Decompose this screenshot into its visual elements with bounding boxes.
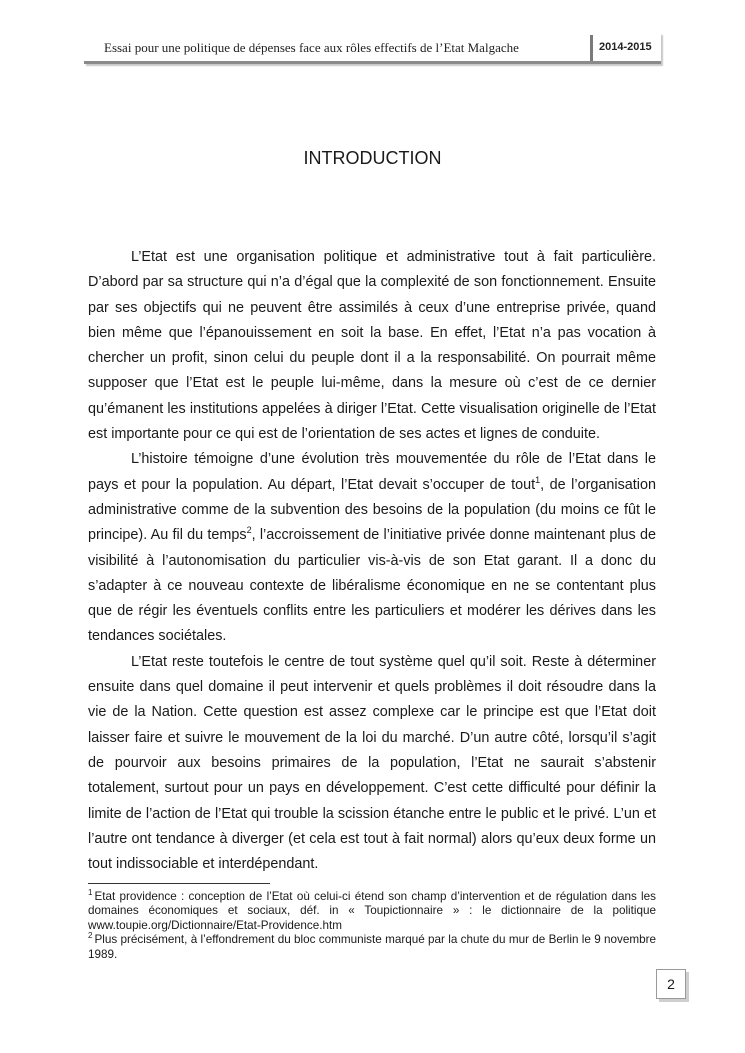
- section-heading: INTRODUCTION: [303, 148, 442, 168]
- footnote-divider: [88, 883, 270, 884]
- footnote-ref[interactable]: 1: [535, 474, 541, 485]
- footnote-number: 2: [88, 931, 93, 941]
- header-separator: [590, 35, 593, 61]
- footnote: [88, 933, 656, 962]
- header-year: 2014-2015: [599, 41, 652, 53]
- header-title: Essai pour une politique de dépenses face aux rôles effectifs de l’Etat Malgache: [104, 40, 519, 55]
- footnote-ref[interactable]: 2: [246, 525, 252, 536]
- paragraph-text: , l’accroissement de l’initiative privée donne maintenant plus de visibilité à l’autonomisation du particulier vis-à-vis de son Etat garant. Il a donc du s’adapter à ce nouveau contexte de libéralisme économique en ne se contentant plus que de régir les éventuels conflits entre les particuliers et modérer les dérives dans les tendances sociétales.: [88, 527, 656, 645]
- page-number: 2: [667, 976, 675, 992]
- paragraph: [88, 447, 656, 649]
- paragraph: [88, 650, 656, 878]
- footnote-text: Plus précisément, à l’effondrement du bloc communiste marqué par la chute du mur de Berlin le 9 novembre 1989.: [88, 933, 656, 961]
- running-header: [84, 33, 661, 64]
- footnotes: [88, 890, 656, 962]
- body-text: [88, 245, 656, 877]
- paragraph-text: L’Etat reste toutefois le centre de tout système quel qu’il soit. Reste à déterminer ensuite dans quel domaine il peut intervenir et quels problèmes il doit résoudre dans la vie de la Nation. Cette question est assez complexe car le principe est que l’Etat doit laisser faire et suivre le mouvement de la loi du marché. D’un autre côté, lorsqu’il s’agit de pourvoir aux besoins primaires de la population, l’Etat ne saurait s’abstenir totalement, surtout pour un pays en développement. C’est cette difficulté pour définir la limite de l’action de l’Etat qui trouble la scission étanche entre le public et le privé. L’un et l’autre ont tendance à diverger (et cela est tout à fait normal) alors qu’eux deux forme un tout indissociable et interdépendant.: [88, 653, 656, 873]
- footnote-text: Etat providence : conception de l’Etat où celui-ci étend son champ d’intervention et de régulation dans les domaines économiques et sociaux, déf. in « Toupictionnaire » : le dictionnaire de la politique www.toupie.org/Dictionnaire/Etat-Providence.htm: [88, 890, 656, 932]
- paragraph-text: , de l’organisation administrative comme de la subvention des besoins de la population (du moins ce fût le principe). Au fil du temps: [88, 476, 656, 544]
- footnote-number: 1: [88, 888, 93, 898]
- paragraph: [88, 245, 656, 447]
- paragraph-text: L’Etat est une organisation politique et administrative tout à fait particulière. D’abord par sa structure qui n’a d’égal que la complexité de son fonctionnement. Ensuite par ses objectifs qui ne peuvent être assimilés à ceux d’une entreprise privée, quand bien même que l’épanouissement en soit la base. En effet, l’Etat n’a pas vocation à chercher un profit, sinon celui du peuple dont il a la responsabilité. On pourrait même supposer que l’Etat est le peuple lui-même, dans la mesure où c’est de ce dernier qu’émanent les institutions appelées à diriger l’Etat. Cette visualisation originelle de l’Etat est importante pour ce qui est de l’orientation de ses actes et lignes de conduite.: [88, 249, 656, 443]
- paragraph-text: L’histoire témoigne d’une évolution très mouvementée du rôle de l’Etat dans le pays et pour la population. Au départ, l’Etat devait s’occuper de tout: [88, 451, 656, 493]
- footnote: [88, 890, 656, 933]
- page-number-box: [656, 969, 686, 999]
